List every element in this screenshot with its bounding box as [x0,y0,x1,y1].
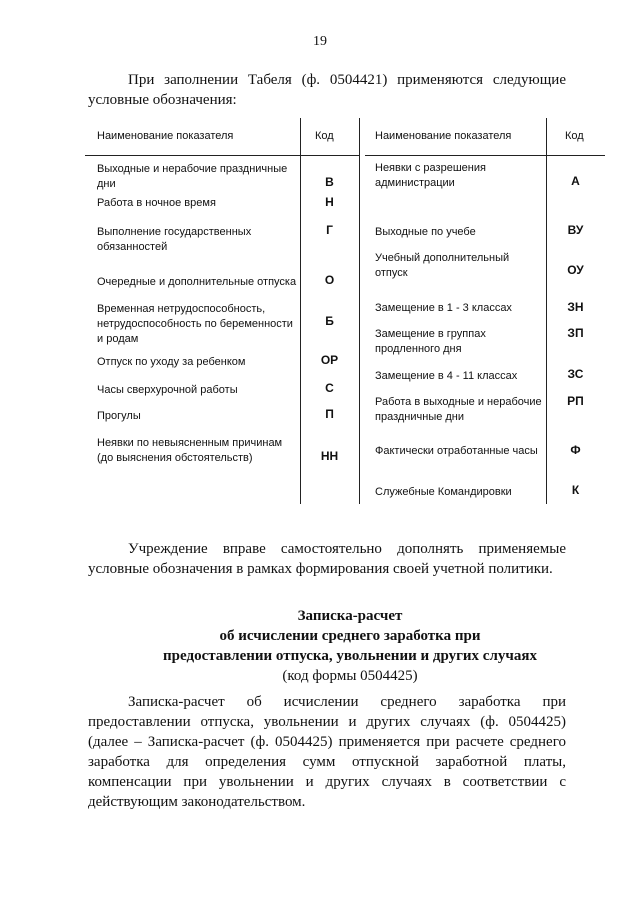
row-code: ЗП [567,326,584,340]
row-code: С [325,381,334,395]
section-title-line: предоставлении отпуска, увольнении и других случаях [163,648,537,664]
row-name: Учебный дополнительный отпуск [375,252,510,279]
row-code: Н [325,195,334,209]
row-name: Часы сверхурочной работы [97,384,238,396]
row-code: К [571,483,580,497]
header-code: Код [315,130,334,142]
row-name: Замещение в 1 - 3 классах [375,302,512,314]
header-code: Код [565,130,584,142]
row-code: Б [325,314,334,328]
header-name: Наименование показателя [375,130,512,142]
row-code: НН [320,449,339,463]
row-name: Замещение в 4 - 11 классах [375,370,518,382]
section-title [90,606,610,686]
row-code: ЗС [567,367,584,381]
codes-table-left [85,118,360,504]
row-name: Отпуск по уходу за ребенком [97,356,246,368]
row-code: ОР [320,353,339,367]
section-title-line: об исчислении среднего заработка при [219,628,481,644]
page-number: 19 [313,34,327,49]
column-divider [359,118,360,504]
row-name: Выходные и нерабочие праздничные дни [97,163,288,190]
row-name: Очередные и дополнительные отпуска [97,276,297,288]
row-code: ЗН [567,300,584,314]
header-rule [365,155,605,156]
form-code-line: (код формы 0504425) [282,668,418,684]
row-name: Неявки по невыясненным причинам (до выяснения обстоятельств) [97,437,283,464]
row-code: ОУ [567,263,584,277]
row-code: О [324,273,335,287]
header-rule [85,155,360,156]
row-code: А [571,174,580,188]
row-code: П [325,407,334,421]
row-name: Замещение в группах продленного дня [375,328,486,355]
section-title-line: Записка-расчет [297,608,403,624]
row-name: Выполнение государственных обязанностей [97,226,252,253]
row-name: Работа в выходные и нерабочие праздничные дни [375,396,542,423]
header-name: Наименование показателя [97,130,234,142]
row-code: Г [326,223,333,237]
intro-paragraph: При заполнении Табеля (ф. 0504421) применяются следующие условные обозначения: [88,72,566,108]
row-code: РП [567,394,584,408]
row-name: Неявки с разрешения администрации [375,162,486,189]
policy-paragraph: Учреждение вправе самостоятельно дополнять применяемые условные обозначения в рамках формирования своей учетной политики. [88,541,566,577]
row-code: ВУ [567,223,584,237]
row-name: Служебные Командировки [375,486,512,498]
row-name: Временная нетрудоспособность, нетрудоспособность по беременности и родам [97,303,293,345]
row-name: Работа в ночное время [97,197,216,209]
description-paragraph: Записка-расчет об исчислении среднего заработка при предоставлении отпуска, увольнении и других случаях (ф. 0504425) (далее – Записка-расчет (ф. 0504425) применяется при расчете среднего заработка для определения сумм отпускной заработной платы, компенсации при увольнении и других случаях в соответствии с действующим законодательством. [88,694,566,810]
row-name: Прогулы [97,410,141,422]
row-name: Фактически отработанные часы [375,445,538,457]
codes-table-right [365,118,605,504]
row-code: Ф [570,443,581,457]
row-code: В [325,175,334,189]
row-name: Выходные по учебе [375,226,476,238]
